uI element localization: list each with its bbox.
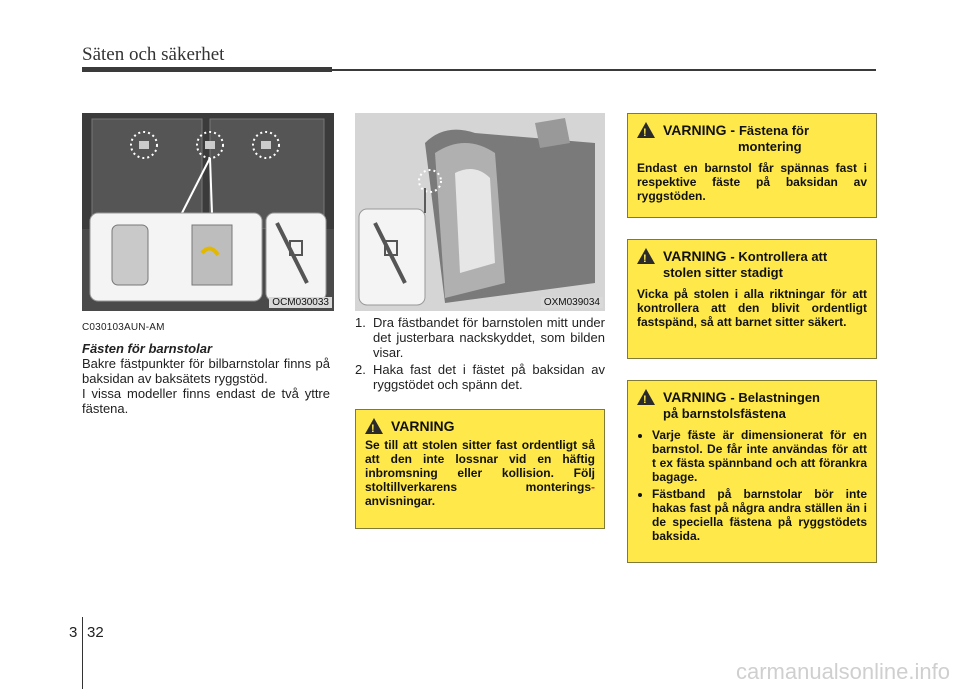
title-dash: - [730, 122, 736, 138]
figure-child-seat [355, 113, 605, 311]
paragraph: Bakre fästpunkter för bilbarnstolar finns på baksidan av baksätets ryggstöd. [82, 356, 330, 386]
subheading: Fästen för barnstolar [82, 341, 213, 356]
step-number: 2. [355, 362, 366, 377]
warning-title: VARNING [391, 418, 455, 434]
warning-text: Se till att stolen sitter fast ordentligt så att den inte lossnar vid en häftig inbromsning eller kollision. Följ stoltillverkarens monterings [365, 438, 595, 494]
warning-icon [365, 418, 383, 434]
warning-body: Endast en barnstol får spännas fast i respektive fäste på baksidan av ryggstöden. [637, 161, 867, 203]
section-number: 3 [69, 624, 78, 641]
step-item [355, 362, 605, 392]
header-rule-dark [82, 67, 332, 72]
bullet-item: • Fästband på barnstolar bör inte hakas fast på några andra ställen än i de speciella fästena på ryggstödets baksida. [652, 487, 867, 543]
footer-divider [82, 617, 83, 689]
warning-title: VARNING [663, 122, 727, 138]
figure-code: OCM030033 [269, 297, 332, 308]
warning-subtitle: - Kontrollera att [730, 249, 828, 264]
step-number: 1. [355, 315, 366, 330]
warning-heading [365, 418, 595, 434]
page-section-title: Säten och säkerhet [82, 44, 225, 65]
figure-code: OXM039034 [541, 297, 603, 308]
warning-subtitle: - Belastningen [730, 390, 820, 405]
section-code: C030103AUN-AM [82, 322, 165, 333]
warning-box-anchors [627, 113, 877, 218]
warning-subtitle-2: på barnstolsfästena [663, 406, 786, 421]
child-seat-illustration [355, 113, 605, 311]
warning-box-load [627, 380, 877, 563]
warning-text-end: anvisningar. [365, 494, 436, 508]
trunk-illustration [82, 113, 334, 311]
warning-icon [637, 248, 655, 264]
warning-title: VARNING [663, 248, 727, 264]
warning-heading [637, 389, 867, 422]
step-text: Dra fästbandet för barnstolen mitt under det justerbara nackskyddet, som bilden visar. [373, 315, 605, 360]
paragraph: I vissa modeller finns endast de två yttre fästena. [82, 386, 330, 416]
warning-subtitle: Fästena för [738, 123, 810, 138]
warning-subtitle-2: stolen sitter stadigt [663, 265, 783, 280]
left-column-text [82, 320, 330, 416]
warning-box-secure-seat [355, 409, 605, 529]
figure-seatback-anchors [82, 113, 334, 311]
warning-heading [637, 248, 867, 281]
step-text: Haka fast det i fästet på baksidan av ryggstödet och spänn det. [373, 362, 605, 392]
warning-body [365, 438, 595, 508]
warning-box-check-seat [627, 239, 877, 359]
step-item [355, 315, 605, 360]
warning-title: VARNING [663, 389, 727, 405]
watermark: carmanualsonline.info [735, 659, 950, 684]
hyphen: - [591, 480, 595, 494]
warning-subtitle-2: montering [738, 139, 802, 154]
header-rule [332, 69, 876, 71]
instruction-steps [355, 315, 605, 394]
warning-heading [637, 122, 867, 155]
warning-body [637, 428, 867, 543]
warning-body: Vicka på stolen i alla riktningar för att kontrollera att den blivit ordentligt fastspänd, så att barnet sitter säkert. [637, 287, 867, 329]
warning-icon [637, 122, 655, 138]
warning-icon [637, 389, 655, 405]
page-number: 32 [87, 624, 104, 641]
bullet-item: • Varje fäste är dimensionerat för en barnstol. De får inte användas för att t ex fästa spännband och att förankra bagage. [652, 428, 867, 484]
